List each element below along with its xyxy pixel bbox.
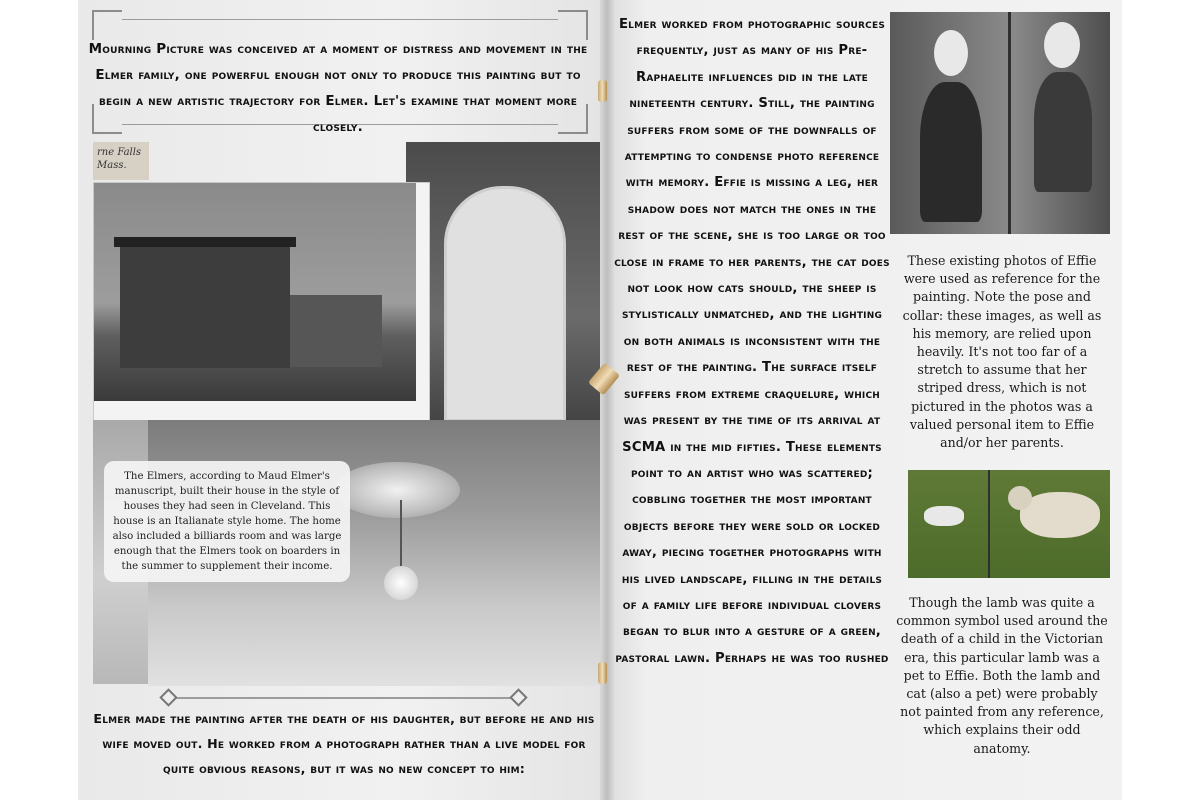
lamp-cord [400,500,402,570]
section-divider [168,697,518,699]
effie-photos-caption: These existing photos of Effie were used as reference for the painting. Note the pose and collar: these images, as well as his memory, are relied upon heavily. It's not too far of a stretch to assume that her striped dress, which is not pictured in the photos was a valued personal item to Effie and/or her parents. [902,253,1102,451]
lamb-and-cat-detail [908,470,1110,578]
house-wing-shape [290,295,382,367]
effie-figure-left [920,82,982,222]
effie-face-left [934,30,968,76]
intro-text: Mourning Picture was conceived at a moment of distress and movement in the Elmer family, one powerful enough not only to produce this painting but to begin a new artistic trajectory for Elmer. Let's examine that moment more closely. [88,41,588,135]
arched-door-photo [406,142,600,434]
photo-divider-animals [988,470,990,578]
effie-reference-photos [890,12,1110,234]
italianate-house-photo [93,182,430,422]
pendant-lamp [384,566,418,600]
effie-face-right [1044,22,1080,68]
bottom-paragraph: Elmer made the painting after the death of his daughter, but before he and his wife moved out. He worked from a photograph rather than a live model for quite obvious reasons, but it was no new concept to him: [93,711,595,776]
house-building-shape [120,243,290,368]
photo-divider [1008,12,1011,234]
lamb-cat-caption: Though the lamb was quite a common symbol used around the death of a child in the Victorian era, this particular lamb was a pet to Effie. Both the lamb and cat (also a pet) were probably not painted from any reference, which explains their odd anatomy. [896,595,1108,756]
lamb-shape [1020,492,1100,538]
effie-figure-right [1034,72,1092,192]
body-paragraph: Elmer worked from photographic sources frequently, just as many of his Pre-Raphaelite influences did in the late nineteenth century. Still, the painting suffers from some of the downfalls of attempting to condense photo reference with memory. Effie is missing a leg, her shadow does not match the ones in the rest of the scene, she is too large or too close in frame to her parents, the cat does not look how cats should, the sheep is stylistically unmatched, and the lighting on both animals is inconsistent with the rest of the painting. The surface itself suffers from extreme craquelure, which was present by the time of its arrival at SCMA in the mid fifties. These elements point to an artist who was scattered; cobbling together the most important objects before they were sold or locked away, piecing together photographs with his lived landscape, filling in the details of a family life before individual clovers began to blur into a gesture of a green, pastoral lawn. Perhaps he was too rushed [614,17,890,666]
ceiling-medallion [334,462,460,518]
frame-line-top [122,19,558,20]
house-roof-shape [114,237,296,247]
cat-shape [924,506,964,526]
house-caption: The Elmers, according to Maud Elmer's manuscript, built their house in the style of houses they had seen in Cleveland. This house is an Italianate style home. The home also included a billiards room and was large enough that the Elmers took on boarders in the summer to supplement their income. [104,461,350,582]
staple-bottom [598,662,607,684]
clipping-label: rne Falls Mass. [97,147,142,171]
house-photo-image [94,183,416,401]
lamb-head-shape [1008,486,1032,510]
staple-top [598,80,607,102]
town-clipping-photo [93,142,149,180]
door-arch-shape [444,186,566,422]
